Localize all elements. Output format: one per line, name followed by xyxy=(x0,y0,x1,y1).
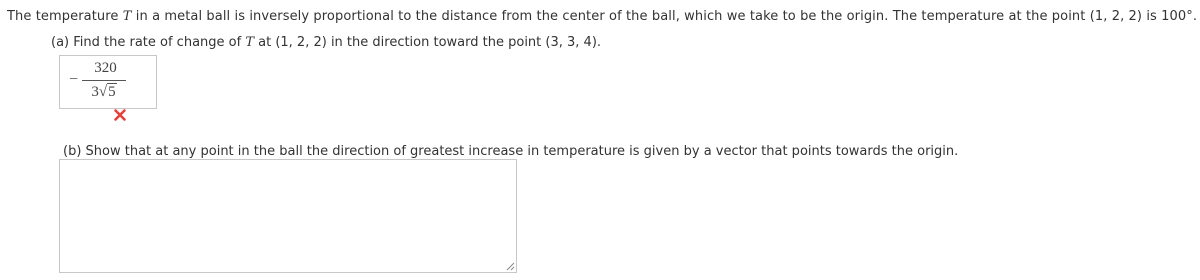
answer-negative-sign: − xyxy=(69,71,79,88)
square-root xyxy=(99,83,117,101)
radicand: 5 xyxy=(108,84,116,100)
problem-intro-start: The temperature xyxy=(7,9,123,24)
part-b-answer-textarea[interactable] xyxy=(59,159,517,273)
problem-statement xyxy=(7,9,1197,24)
part-a-prompt-end: at (1, 2, 2) in the direction toward the point (3, 3, 4). xyxy=(254,35,602,50)
part-a-prompt xyxy=(51,35,601,50)
part-b-prompt: (b) Show that at any point in the ball the direction of greatest increase in temperature is given by a vector that points towards the origin. xyxy=(63,144,959,159)
fraction-denominator xyxy=(82,83,126,103)
denominator-coefficient: 3 xyxy=(91,84,99,100)
fraction-numerator: 320 xyxy=(94,60,117,76)
part-a-variable: T xyxy=(245,35,254,50)
problem-intro-end: in a metal ball is inversely proportional to the distance from the center of the ball, which we take to be the origin. The temperature at the point (1, 2, 2) is 100°. xyxy=(131,9,1198,24)
radical-sign: √ xyxy=(98,84,108,100)
fraction-bar xyxy=(82,80,126,81)
incorrect-x-icon xyxy=(113,108,127,122)
part-a-answer-field[interactable] xyxy=(59,55,157,109)
temperature-variable: T xyxy=(122,9,132,24)
part-a-prompt-start: (a) Find the rate of change of xyxy=(51,35,246,50)
answer-fraction xyxy=(82,59,126,103)
resize-grip-icon[interactable] xyxy=(505,261,515,271)
